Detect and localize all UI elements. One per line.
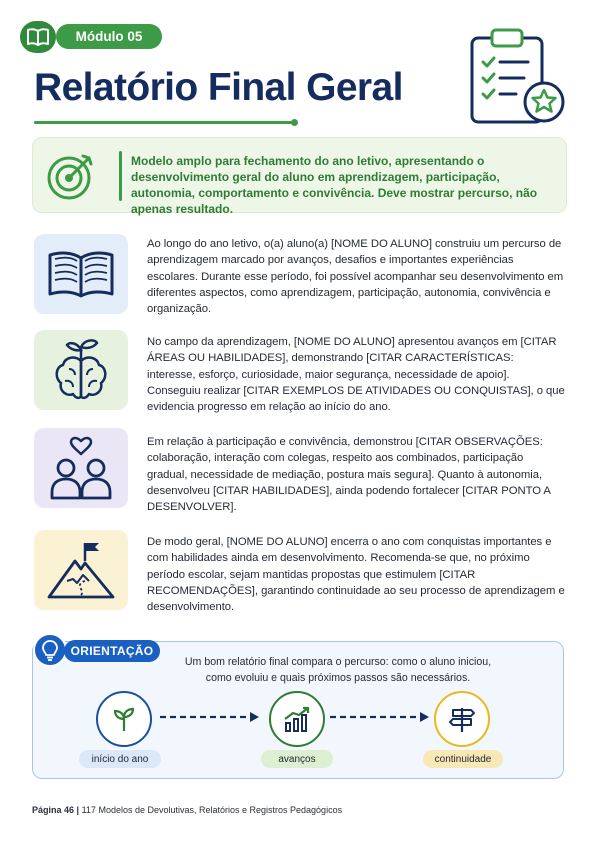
orientation-text: Um bom relatório final compara o percurso: como o aluno iniciou, como evoluiu e quais próximos passos são necessários.: [184, 656, 492, 684]
title-underline: [34, 121, 296, 124]
title-underline-dot: [291, 119, 298, 126]
step-label-inicio: início do ano: [79, 750, 161, 768]
book-title: 117 Modelos de Devolutivas, Relatórios e Registros Pedagógicos: [81, 805, 343, 815]
step-label-avancos: avanços: [261, 750, 333, 768]
page-number: Página 46: [32, 805, 75, 815]
intro-text: Modelo amplo para fechamento do ano letivo, apresentando o desenvolvimento geral do aluno em aprendizagem, participação, autonomia, comportamento e convivência. Deve mostrar percurso, não apenas resultado.: [131, 154, 538, 216]
clipboard-star-icon: [466, 24, 568, 128]
growth-chart-icon: [282, 705, 312, 733]
orientation-label: ORIENTAÇÃO: [64, 640, 160, 662]
signpost-icon: [447, 704, 477, 734]
target-arrow-icon: [45, 150, 97, 202]
section-icon-box-1: [34, 234, 128, 314]
intro-divider: [119, 151, 122, 201]
brain-sprout-icon: [49, 337, 113, 403]
mountain-flag-icon: [47, 539, 115, 601]
module-badge: Módulo 05: [56, 24, 162, 49]
dashed-arrow-2: [330, 711, 430, 723]
footer-divider: |: [76, 805, 80, 815]
section-text-2: No campo da aprendizagem, [NOME DO ALUNO] apresentou avanços em [CITAR ÁREAS OU HABILIDADES], demonstrando [CITAR CARACTERÍSTICAS: interesse, esforço, curiosidade, maior segurança, necessidade de apoio]. Conseguiu realizar [CITAR EXEMPLOS DE ATIVIDADES OU CONQUISTAS], o que evidencia progresso em relação ao início do ano.: [147, 336, 565, 414]
people-heart-icon: [46, 436, 116, 500]
page-footer: [32, 805, 342, 815]
step-circle-inicio: [96, 691, 152, 747]
dashed-arrow-1: [160, 711, 260, 723]
section-text-3: Em relação à participação e convivência, demonstrou [CITAR OBSERVAÇÕES: colaboração, interação com colegas, respeito aos combinados, participação gradual, necessidade de mediação, postura mais segura]. Quanto à autonomia, desenvolveu [CITAR HABILIDADES], ainda podendo fortalecer [CITAR PONTO A DESENVOLVER].: [147, 436, 551, 514]
section-icon-box-3: [34, 428, 128, 508]
open-book-icon: [46, 248, 116, 300]
section-text-1: Ao longo do ano letivo, o(a) aluno(a) [NOME DO ALUNO] construiu um percurso de aprendizagem marcado por avanços, desafios e importantes experiências escolares. Durante esse período, foi possível acompanhar seu desenvolvimento em diferentes aspectos, como aprendizagem, participação, autonomia, convivência e organização.: [147, 238, 564, 316]
lightbulb-icon: [33, 633, 67, 667]
step-circle-continuidade: [434, 691, 490, 747]
page-title: Relatório Final Geral: [34, 66, 403, 109]
module-book-icon: [20, 21, 56, 53]
step-label-continuidade: continuidade: [423, 750, 503, 768]
step-circle-avancos: [269, 691, 325, 747]
sprout-icon: [110, 705, 138, 733]
section-text-4: De modo geral, [NOME DO ALUNO] encerra o ano com conquistas importantes e com habilidades ainda em desenvolvimento. Recomenda-se que, no próximo período escolar, sejam mantidas propostas que estimulem [CITAR RECOMENDAÇÕES], garantindo continuidade ao seu processo de aprendizagem e desenvolvimento.: [147, 536, 565, 614]
intro-box: [32, 137, 567, 216]
section-icon-box-4: [34, 530, 128, 610]
section-icon-box-2: [34, 330, 128, 410]
